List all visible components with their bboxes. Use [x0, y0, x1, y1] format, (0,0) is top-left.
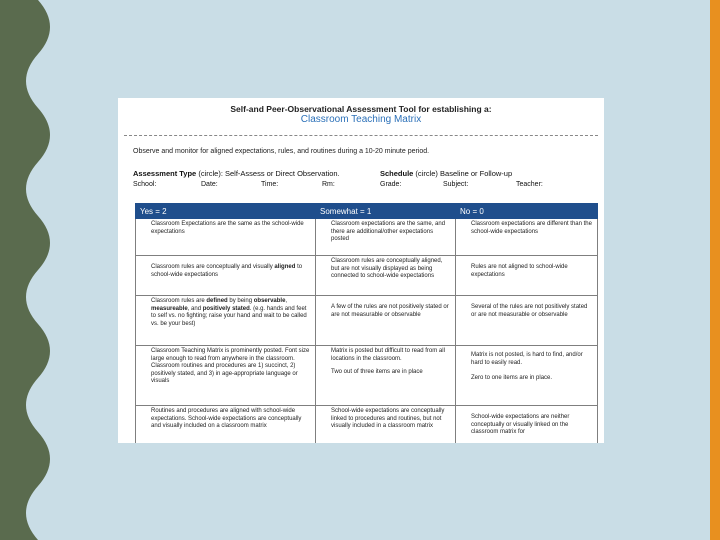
cell-somewhat: A few of the rules are not positively stated or are not measurable or observable	[316, 296, 456, 346]
table-row	[136, 296, 598, 346]
header-yes: Yes = 2	[136, 204, 316, 219]
assessment-type-label: Assessment Type	[133, 169, 197, 178]
table-row	[136, 256, 598, 296]
cell-yes: Routines and procedures are aligned with school-wide expectations. School-wide expectations are conceptually and visually included on a classroom matrix	[136, 406, 316, 444]
table-header-row	[136, 204, 598, 219]
document-image	[118, 98, 604, 443]
assessment-matrix-table	[135, 203, 598, 443]
document-subtitle: Classroom Teaching Matrix	[300, 114, 422, 125]
assessment-type	[133, 169, 340, 178]
cell-yes: Classroom Expectations are the same as the school-wide expectations	[136, 219, 316, 256]
accent-bar	[710, 0, 720, 540]
field-date: Date:	[201, 181, 218, 188]
cell-no: School-wide expectations are neither conceptually or visually linked on the classroom matrix for	[456, 406, 598, 444]
table-row	[136, 346, 598, 406]
field-grade: Grade:	[380, 181, 402, 188]
header-somewhat: Somewhat = 1	[316, 204, 456, 219]
schedule-label: Schedule	[380, 169, 414, 178]
cell-no: Classroom expectations are different than the school-wide expectations	[456, 219, 598, 256]
field-time: Time:	[261, 181, 279, 188]
cell-somewhat: Matrix is posted but difficult to read from all locations in the classroom. Two out of three items are in place	[316, 346, 456, 406]
assessment-type-options: Self-Assess or Direct Observation.	[225, 169, 340, 178]
cell-somewhat: School-wide expectations are conceptually linked to procedures and routines, but not visually included in a classroom matrix	[316, 406, 456, 444]
cell-yes: Classroom rules are defined by being observable, measureable, and positively stated. (e.g. hands and feet to self vs. no fighting; raise your hand and wait to be called vs. be your best)	[136, 296, 316, 346]
schedule	[380, 169, 512, 178]
field-rm: Rm:	[322, 181, 335, 188]
cell-no: Several of the rules are not positively stated or are not measurable or observable	[456, 296, 598, 346]
field-teacher: Teacher:	[516, 181, 543, 188]
cell-yes: Classroom rules are conceptually and visually aligned to school-wide expectations	[136, 256, 316, 296]
assessment-type-circle: (circle):	[196, 169, 223, 178]
cell-no: Matrix is not posted, is hard to find, and/or hard to easily read. Zero to one items are in place.	[456, 346, 598, 406]
cell-yes: Classroom Teaching Matrix is prominently posted. Font size large enough to read from anywhere in the classroom. Classroom routines and procedures are 1) succinct, 2) positively stated, and 3) in age-appropriate language or visuals	[136, 346, 316, 406]
table-row	[136, 406, 598, 444]
cell-no: Rules are not aligned to school-wide expectations	[456, 256, 598, 296]
schedule-options: Baseline or Follow-up	[440, 169, 513, 178]
cell-somewhat: Classroom rules are conceptually aligned, but are not visually displayed as being connected to school-wide expectations	[316, 256, 456, 296]
instruction-text: Observe and monitor for aligned expectations, rules, and routines during a 10-20 minute period.	[133, 148, 430, 155]
wavy-sidebar-decoration	[0, 0, 56, 540]
dashed-divider	[124, 135, 598, 136]
header-no: No = 0	[456, 204, 598, 219]
table-row	[136, 219, 598, 256]
schedule-circle: (circle)	[413, 169, 438, 178]
document-title: Self-and Peer-Observational Assessment Tool for establishing a:	[230, 104, 492, 114]
cell-somewhat: Classroom expectations are the same, and there are additional/other expectations posted	[316, 219, 456, 256]
field-subject: Subject:	[443, 181, 469, 188]
field-school: School:	[133, 181, 157, 188]
